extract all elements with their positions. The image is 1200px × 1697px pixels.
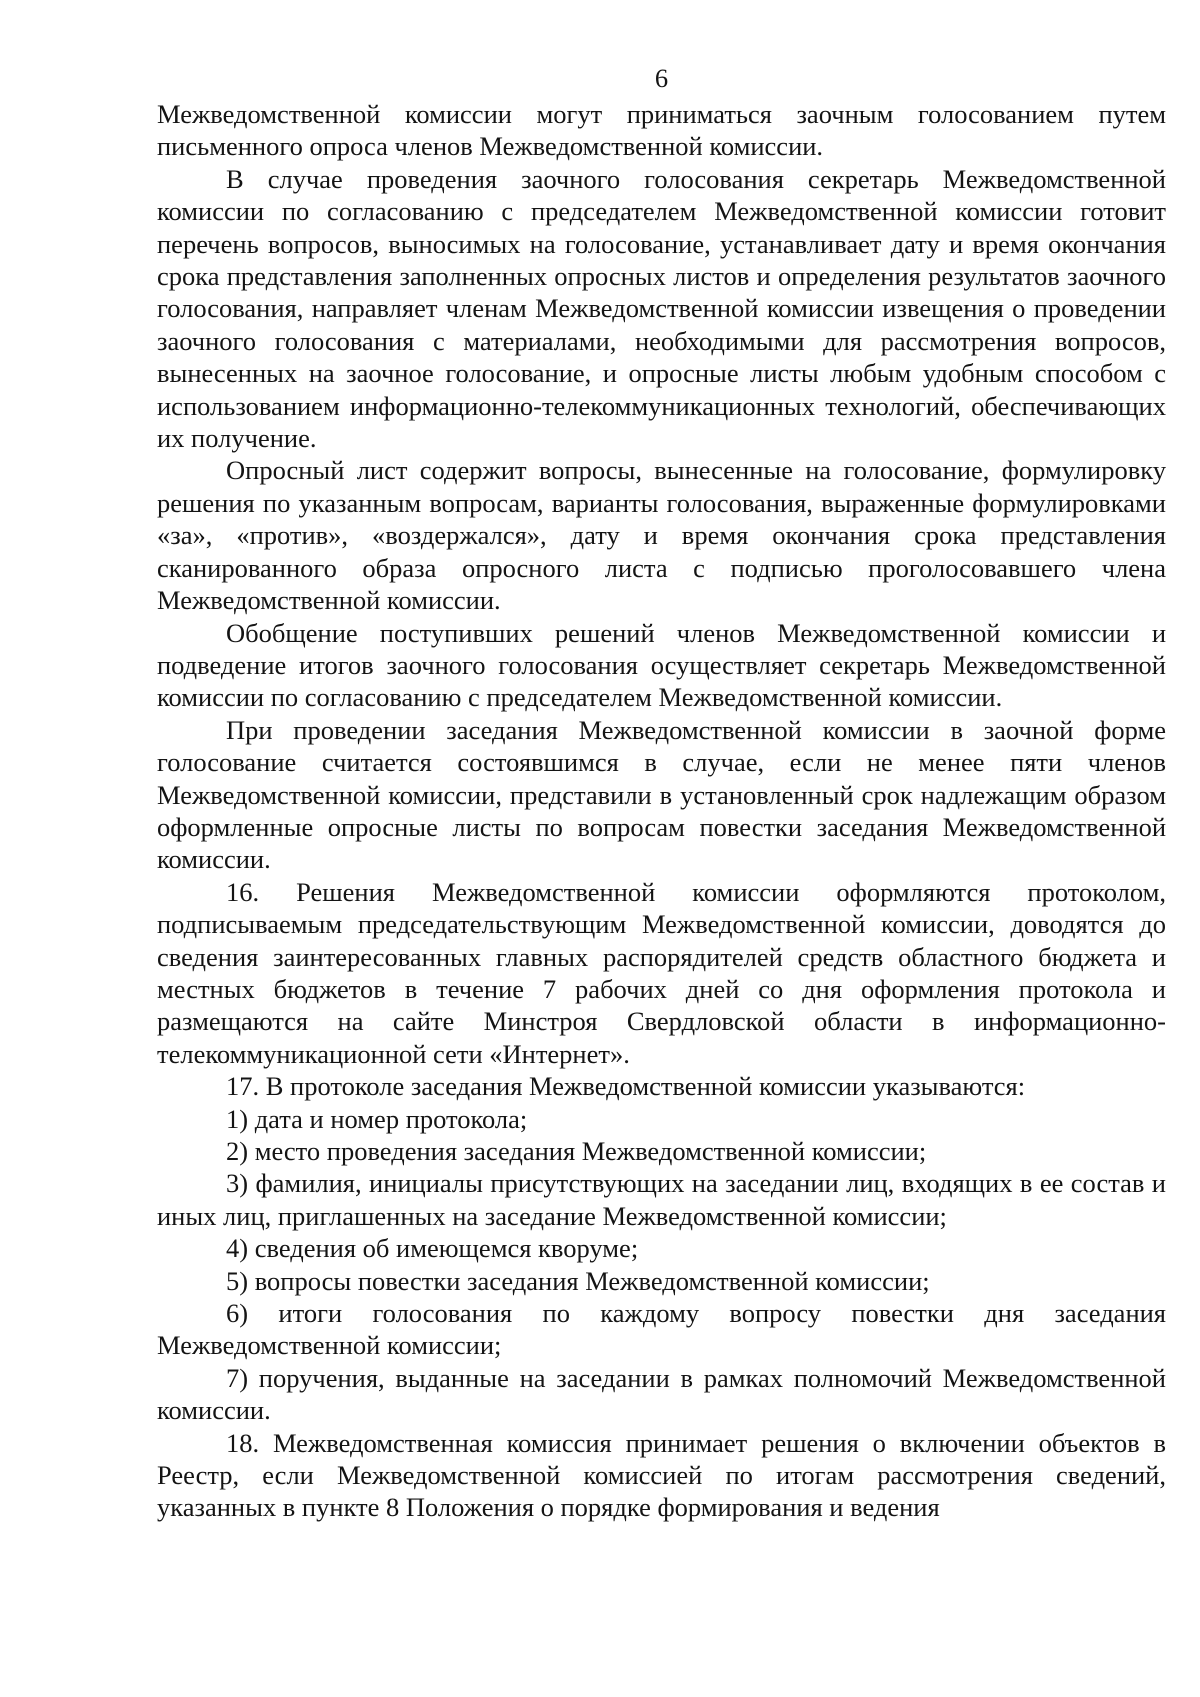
list-item-3: 3) фамилия, инициалы присутствующих на заседании лиц, входящих в ее состав и иных лиц, приглашенных на заседание Межведомственной комиссии; xyxy=(157,1168,1166,1231)
paragraph-quorum: При проведении заседания Межведомственной комиссии в заочной форме голосование считается состоявшимся в случае, если не менее пяти членов Межведомственной комиссии, представили в установленный срок надлежащим образом оформленные опросные листы по вопросам повестки заседания Межведомственной комиссии. xyxy=(157,714,1166,875)
list-item-1: 1) дата и номер протокола; xyxy=(226,1103,528,1134)
page-number: 6 xyxy=(654,63,669,93)
paragraph-continuation: Межведомственной комиссии могут приниматься заочным голосованием путем письменного опроса членов Межведомственной комиссии. xyxy=(157,99,1166,162)
paragraph-summary: Обобщение поступивших решений членов Межведомственной комиссии и подведение итогов заочного голосования осуществляет секретарь Межведомственной комиссии по согласованию с председателем Межведомственной комиссии. xyxy=(157,617,1166,713)
list-item-5: 5) вопросы повестки заседания Межведомственной комиссии; xyxy=(226,1265,930,1296)
paragraph-absentee-voting: В случае проведения заочного голосования секретарь Межведомственной комиссии по согласованию с председателем Межведомственной комиссии готовит перечень вопросов, выносимых на голосование, устанавливает дату и время окончания срока представления заполненных опросных листов и определения результатов заочного голосования, направляет членам Межведомственной комиссии извещения о проведении заочного голосования с материалами, необходимыми для рассмотрения вопросов, вынесенных на заочное голосование, и опросные листы любым удобным способом с использованием информационно-телекоммуникационных технологий, обеспечивающих их получение. xyxy=(157,163,1166,454)
paragraph-item-18: 18. Межведомственная комиссия принимает решения о включении объектов в Реестр, если Межведомственной комиссией по итогам рассмотрения сведений, указанных в пункте 8 Положения о порядке формирования и ведения xyxy=(157,1427,1166,1523)
document-page xyxy=(157,58,1166,1524)
paragraph-questionnaire: Опросный лист содержит вопросы, вынесенные на голосование, формулировку решения по указанным вопросам, варианты голосования, выраженные формулировками «за», «против», «воздержался», дату и время окончания срока представления сканированного образа опросного листа с подписью проголосовавшего члена Межведомственной комиссии. xyxy=(157,455,1166,616)
list-item-4: 4) сведения об имеющемся кворуме; xyxy=(226,1233,639,1264)
paragraph-item-17: 17. В протоколе заседания Межведомственной комиссии указываются: xyxy=(226,1071,1026,1102)
list-item-7: 7) поручения, выданные на заседании в рамках полномочий Межведомственной комиссии. xyxy=(157,1362,1166,1426)
list-item-6: 6) итоги голосования по каждому вопросу повестки дня заседания Межведомственной комиссии; xyxy=(157,1298,1166,1361)
list-item-2: 2) место проведения заседания Межведомственной комиссии; xyxy=(226,1136,927,1166)
paragraph-item-16: 16. Решения Межведомственной комиссии оформляются протоколом, подписываемым председательствующим Межведомственной комиссии, доводятся до сведения заинтересованных главных распорядителей средств областного бюджета и местных бюджетов в течение 7 рабочих дней со дня оформления протокола и размещаются на сайте Минстроя Свердловской области в информационно-телекоммуникационной сети «Интернет». xyxy=(157,876,1166,1069)
